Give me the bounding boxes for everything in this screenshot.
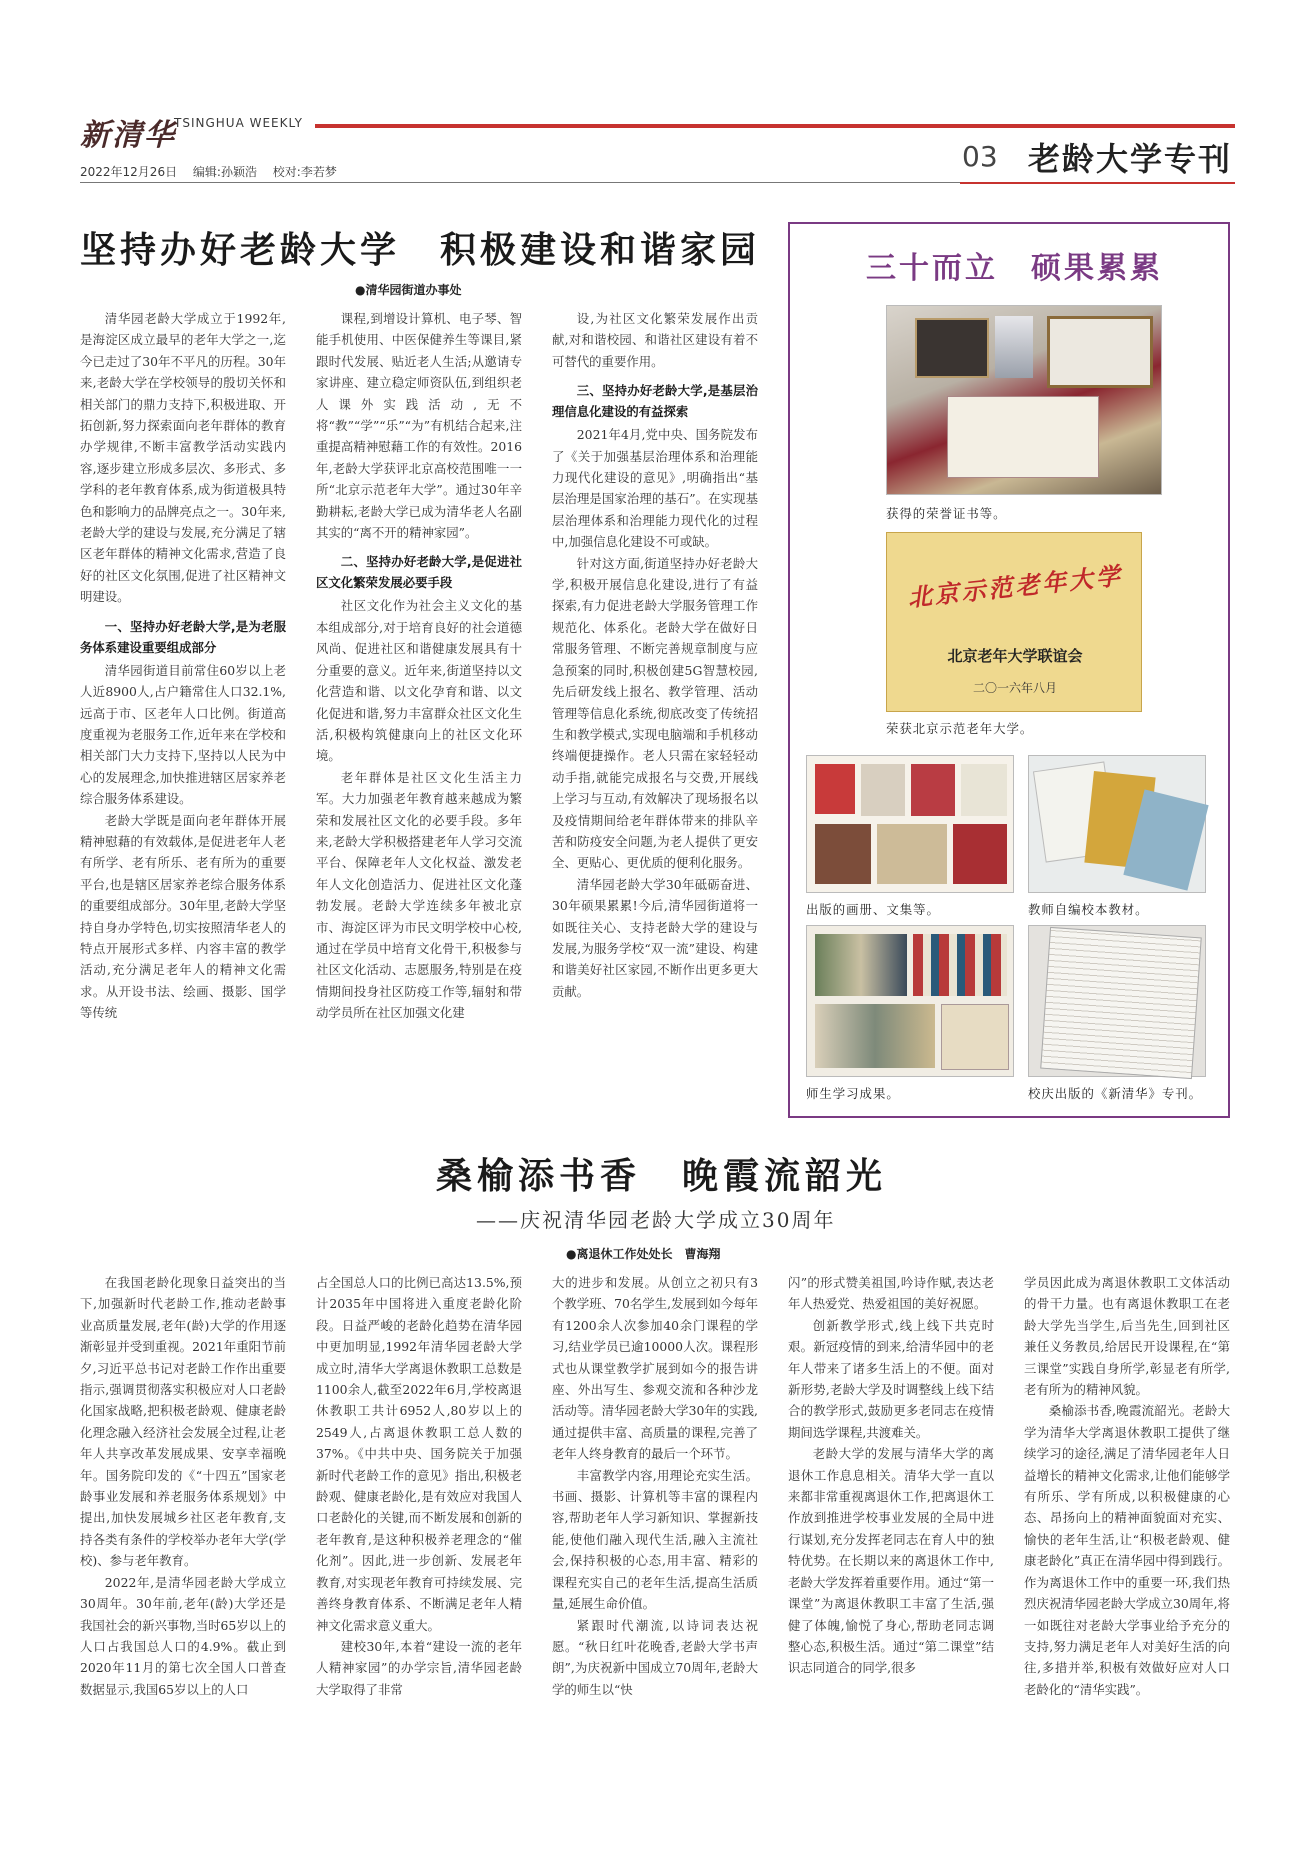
paragraph: 针对这方面,街道坚持办好老龄大学,积极开展信息化建设,进行了有益探索,有力促进老龄大学服务管理工作规范化、体系化。老龄大学在做好日常服务管理、不断完善规章制度与应急预案的同时,积极创建5G智慧校园,先后研发线上报名、教学管理、活动管理等信息化系统,彻底改变了传统招生和教学模式,实现电脑端和手机移动终端便捷操作。老人只需在家轻轻动动手指,就能完成报名与交费,开展线上学习与互动,有效解决了现场报名以及疫情期间给老年群体带来的排队辛苦和防疫安全问题,为老人提供了更安全、更贴心、更优质的便利化服务。	[552, 555, 758, 871]
paragraph: 创新教学形式,线上线下共克时艰。新冠疫情的到来,给清华园中的老年人带来了诸多生活上的不便。面对新形势,老龄大学及时调整线上线下结合的教学形式,鼓励更多老同志在疫情期间选学课程,共渡难关。	[788, 1317, 994, 1440]
award-plaque	[915, 318, 989, 378]
article2-byline: ●离退休工作处处长 曹海翔	[566, 1247, 721, 1261]
paragraph: 社区文化作为社会主义文化的基本组成部分,对于培育良好的社会道德风尚、促进社区和谐健康发展具有十分重要的意义。近年来,街道坚持以文化营造和谐、以文化孕育和谐、以文化促进和谐,努力丰富群众社区文化生活,积极构筑健康向上的社区文化环境。	[316, 598, 522, 764]
dateline	[80, 163, 349, 180]
paragraph: 在我国老龄化现象日益突出的当下,加强新时代老龄工作,推动老龄事业高质量发展,老年(龄)大学的作用逐渐彰显并受到重视。2021年重阳节前夕,习近平总书记对老龄工作作出重要指示,强调贯彻落实积极应对人口老龄化国家战略,把积极老龄观、健康老龄化理念融入经济社会发展全过程,让老年人共享改革发展成果、安享幸福晚年。国务院印发的《“十四五”国家老龄事业发展和养老服务体系规划》中提出,加快发展城乡社区老年教育,支持各类有条件的学校举办老年大学(学校)、参与老年教育。	[80, 1275, 286, 1569]
paragraph: 占全国总人口的比例已高达13.5%,预计2035年中国将进入重度老龄化阶段。日益严峻的老龄化趋势在清华园中更加明显,1992年清华园老龄大学成立时,清华大学离退休教职工总数是1100余人,截至2022年6月,学校离退休教职工共计6952人,80岁以上的2549人,占离退休教职工总人数的37%。《中共中央、国务院关于加强新时代老龄工作的意见》指出,积极老龄观、健康老龄化,是有效应对我国人口老龄化的关键,而不断发展和创新的老年教育,是这种积极养老理念的“催化剂”。因此,进一步创新、发展老年教育,对实现老年教育可持续发展、完善终身教育体系、不断满足老年人精神文化需求意义重大。	[316, 1275, 522, 1633]
article2-column-5	[1024, 1272, 1230, 1700]
issue-date: 2022年12月26日	[80, 165, 178, 179]
student-works-photo	[806, 925, 1014, 1077]
published-albums-photo	[806, 755, 1014, 893]
framed-certificate	[1047, 316, 1153, 388]
newspaper-english-name: TSINGHUA WEEKLY	[174, 116, 303, 130]
book-cover	[961, 764, 1007, 816]
paragraph: 课程,到增设计算机、电子琴、智能手机使用、中医保健养生等课目,紧跟时代发展、贴近老人生活;从邀请专家讲座、建立稳定师资队伍,到组织老人课外实践活动,无不将“教”“学”“乐”“为”有机结合起来,注重提高精神慰藉工作的有效性。2016年,老龄大学获评北京高校范围唯一一所“北京示范老年大学”。通过30年辛勤耕耘,老龄大学已成为清华老人名副其实的“离不开的精神家园”。	[316, 311, 522, 541]
certificate-document	[947, 396, 1099, 478]
article2-column-4	[788, 1272, 994, 1679]
paragraph: 建校30年,本着“建设一流的老年人精神家园”的办学宗旨,清华园老龄大学取得了非常	[316, 1638, 522, 1697]
subheading: 三、坚持办好老龄大学,是基层治理信息化建设的有益探索	[552, 383, 758, 420]
paragraph: 丰富教学内容,用理论充实生活。书画、摄影、计算机等丰富的课程内容,帮助老年人学习新知识、掌握新技能,使他们融入现代生活,融入主流社会,保持积极的心态,用丰富、精彩的课程充实自己的老年生活,提高生活质量,延展生命价值。	[552, 1467, 758, 1612]
editor-credit: 编辑:孙颖浩	[192, 165, 257, 179]
paragraph: 老龄大学的发展与清华大学的离退休工作息息相关。清华大学一直以来都非常重视离退休工作,把离退休工作放到推进学校事业发展的全局中进行谋划,充分发挥老同志在育人中的独特优势。在长期以来的离退休工作中,老龄大学发挥着重要作用。通过“第一课堂”为离退休教职工丰富了生活,强健了体魄,愉悦了身心,帮助老同志调整心态,积极生活。通过“第二课堂”结识志同道合的同学,很多	[788, 1446, 994, 1676]
newspaper-issue	[1040, 927, 1202, 1079]
newspaper-logo: 新清华	[80, 118, 176, 153]
calligraphy-work	[941, 1004, 1009, 1070]
artwork	[815, 934, 907, 996]
photo-caption: 校庆出版的《新清华》专刊。	[1028, 1086, 1203, 1101]
paragraph: 2021年4月,党中央、国务院发布了《关于加强基层治理体系和治理能力现代化建设的意见》,明确指出“基层治理是国家治理的基石”。在实现基层治理体系和治理能力现代化的过程中,加强信息化建设不可或缺。	[552, 427, 758, 550]
paragraph: 老龄大学既是面向老年群体开展精神慰藉的有效载体,是促进老年人老有所学、老有所乐、老有所为的重要平台,也是辖区居家养老综合服务体系的重要组成部分。30年里,老龄大学坚持自身办学特色,切实按照清华老人的特点开展形式多样、内容丰富的教学活动,充分满足老年人的精神文化需求。从开设书法、绘画、摄影、国学等传统	[80, 812, 286, 1021]
artwork	[815, 1004, 935, 1068]
photo-caption: 教师自编校本教材。	[1028, 902, 1149, 917]
model-university-plaque-photo	[886, 532, 1142, 712]
book-cover	[953, 824, 1007, 884]
header-divider-accent	[960, 182, 1235, 184]
book-spines	[913, 934, 1007, 996]
photo-caption: 出版的画册、文集等。	[806, 902, 940, 917]
article1-column-3	[552, 308, 758, 1002]
plaque-headline: 北京示范老年大学	[906, 560, 1125, 613]
article2-subtitle: ——庆祝清华园老龄大学成立30周年	[476, 1208, 836, 1232]
article2-column-1	[80, 1272, 286, 1700]
honor-certificates-photo	[886, 305, 1162, 495]
subheading: 一、坚持办好老龄大学,是为老服务体系建设重要组成部分	[80, 618, 286, 655]
article2-title: 桑榆添书香 晚霞流韶光	[436, 1155, 888, 1197]
photo-caption: 师生学习成果。	[806, 1086, 900, 1101]
book-cover	[911, 764, 955, 816]
subheading: 二、坚持办好老龄大学,是促进社区文化繁荣发展必要手段	[316, 554, 522, 591]
header-divider	[80, 182, 960, 183]
article2-column-2	[316, 1272, 522, 1700]
paragraph: 学员因此成为离退休教职工文体活动的骨干力量。也有离退休教职工在老龄大学先当学生,后当先生,回到社区兼任义务教员,给居民开设课程,在“第三课堂”实践自身所学,彰显老有所学,老有所为的精神风貌。	[1024, 1275, 1230, 1398]
paragraph: 桑榆添书香,晚霞流韶光。老龄大学为清华大学离退休教职工提供了继续学习的途径,满足了清华园老年人日益增长的精神文化需求,让他们能够学有所乐、学有所成,以积极健康的心态、昂扬向上的精神面貌面对充实、愉快的老年生活,让“积极老龄观、健康老龄化”真正在清华园中得到践行。作为离退休工作中的重要一环,我们热烈庆祝清华园老龄大学成立30周年,将一如既往对老龄大学事业给予充分的支持,努力满足老年人对美好生活的向往,多措并举,积极有效做好应对人口老龄化的“清华实践”。	[1024, 1403, 1230, 1697]
photo-caption: 荣获北京示范老年大学。	[886, 721, 1034, 736]
page-number: 03	[962, 140, 998, 173]
proofreader-credit: 校对:李若梦	[272, 165, 337, 179]
plaque-date: 二〇一六年八月	[972, 681, 1057, 695]
section-title: 老龄大学专刊	[1028, 140, 1233, 178]
paragraph: 清华园老龄大学成立于1992年,是海淀区成立最早的老年大学之一,迄今已走过了30年不平凡的历程。30年来,老龄大学在学校领导的殷切关怀和相关部门的鼎力支持下,积极进取、开拓创新,努力探索面向老年群体的教育办学规律,不断丰富教学活动实践内容,逐步建立形成多层次、多形式、多学科的老年教育体系,成为街道极具特色和影响力的品牌亮点之一。30年来,老龄大学的建设与发展,充分满足了辖区老年群体的精神文化需求,营造了良好的社区文化氛围,促进了社区精神文明建设。	[80, 311, 286, 605]
book-cover	[815, 764, 855, 814]
photo-caption: 获得的荣誉证书等。	[886, 506, 1007, 521]
header-red-rule	[315, 124, 1235, 128]
paragraph: 清华园街道目前常住60岁以上老人近8900人,占户籍常住人口32.1%,远高于市、区老年人口比例。街道高度重视为老服务工作,近年来在学校和相关部门大力支持下,坚持以人民为中心的发展理念,加快推进辖区居家养老综合服务体系建设。	[80, 662, 286, 807]
paragraph: 设,为社区文化繁荣发展作出贡献,对和谐校园、和谐社区建设有着不可替代的重要作用。	[552, 311, 758, 369]
article1-title: 坚持办好老龄大学 积极建设和谐家园	[80, 229, 761, 271]
book-cover	[877, 824, 947, 884]
book-cover	[815, 824, 871, 884]
paragraph: 清华园老龄大学30年砥砺奋进、30年硕果累累!今后,清华园街道将一如既往关心、支持老龄大学的建设与发展,为服务学校“双一流”建设、构建和谐美好社区家园,不断作出更多更大贡献。	[552, 876, 758, 999]
paragraph: 紧跟时代潮流,以诗词表达祝愿。“秋日红叶花晚香,老龄大学书声朗”,为庆祝新中国成立70周年,老龄大学的师生以“快	[552, 1617, 758, 1697]
article1-byline: ●清华园街道办事处	[355, 283, 462, 297]
paragraph: 大的进步和发展。从创立之初只有3个教学班、70名学生,发展到如今每年有1200余人次参加40余门课程的学习,结业学员已逾10000人次。课程形式也从课堂教学扩展到如今的报告讲座、外出写生、参观交流和各种沙龙活动等。清华园老龄大学30年的实践,通过提供丰富、高质量的课程,完善了老年人终身教育的最后一个环节。	[552, 1275, 758, 1462]
plaque-issuer: 北京老年大学联谊会	[947, 647, 1083, 665]
paragraph: 2022年,是清华园老龄大学成立30周年。30年前,老年(龄)大学还是我国社会的新兴事物,当时65岁以上的人口占我国总人口的4.9%。截止到2020年11月的第七次全国人口普查数据显示,我国65岁以上的人口	[80, 1574, 286, 1697]
paragraph: 老年群体是社区文化生活主力军。大力加强老年教育越来越成为繁荣和发展社区文化的必要手段。多年来,老龄大学积极搭建老年人学习交流平台、保障老年人文化权益、激发老年人文化创造活力、促进社区文化蓬勃发展。老龄大学连续多年被北京市、海淀区评为市民文明学校中心校,通过在学员中培育文化骨干,积极参与社区文化活动、志愿服务,特别是在疫情期间投身社区防疫工作等,辐射和带动学员所在社区加强文化建	[316, 769, 522, 1021]
sidebar-title: 三十而立 硕果累累	[866, 251, 1163, 286]
teacher-textbooks-photo	[1028, 755, 1206, 893]
paragraph: 闪”的形式赞美祖国,吟诗作赋,表达老年人热爱党、热爱祖国的美好祝愿。	[788, 1275, 994, 1312]
anniversary-newspaper-photo	[1028, 925, 1206, 1077]
article2-column-3	[552, 1272, 758, 1700]
article1-column-1	[80, 308, 286, 1024]
article1-column-2	[316, 308, 522, 1024]
book-cover	[861, 764, 905, 816]
crystal-trophy	[995, 316, 1033, 378]
